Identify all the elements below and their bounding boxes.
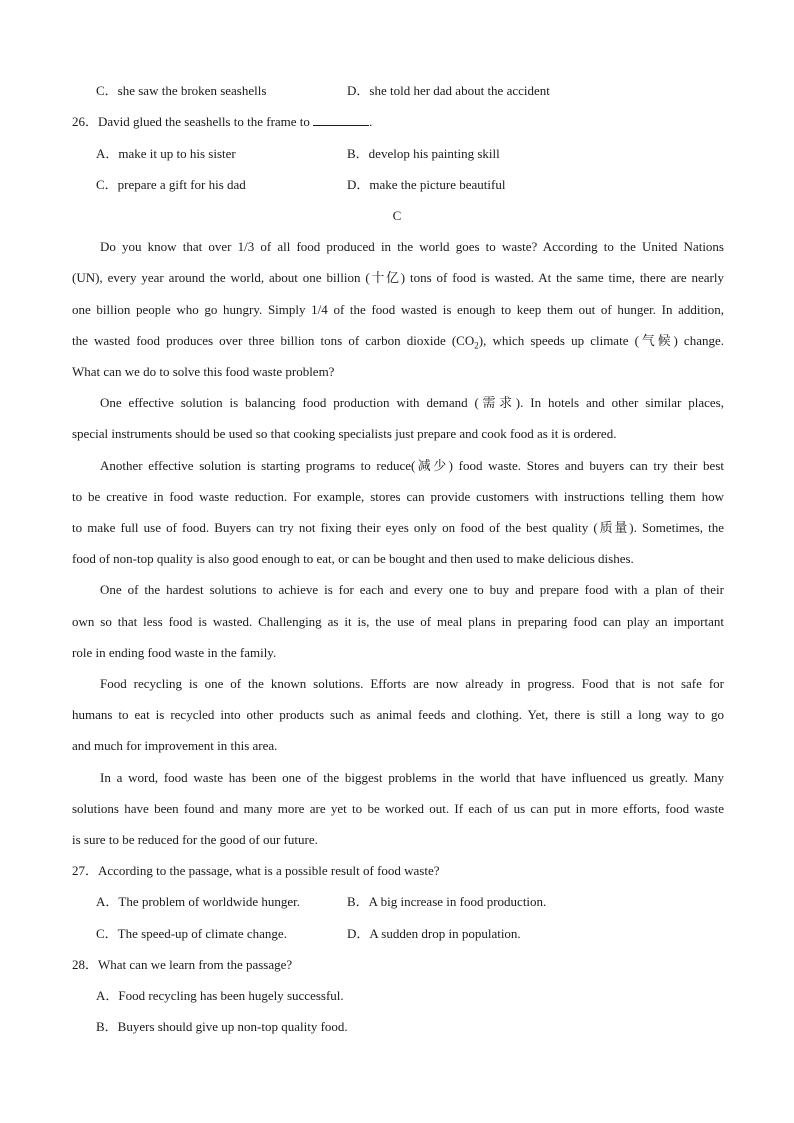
passage-p5-line2: humans to eat is recycled into other products such as animal feeds and clothing. Yet, there is still a long way to go — [72, 707, 724, 722]
passage-p6-line3: is sure to be reduced for the good of our future. — [72, 832, 318, 847]
passage-p1-line2: (UN), every year around the world, about one billion (十亿) tons of food is wasted. At the same time, there are nearly — [72, 270, 724, 285]
passage-p3-line4: food of non-top quality is also good enough to eat, or can be bought and then used to make delicious dishes. — [72, 551, 634, 566]
passage-p1-line5: What can we do to solve this food waste problem? — [72, 364, 335, 379]
q26-option-b: B．develop his painting skill — [347, 146, 500, 161]
passage-p1-line4-b: ), which speeds up climate (气候) change. — [478, 333, 724, 348]
q28-option-a: A．Food recycling has been hugely successful. — [96, 988, 344, 1003]
passage-p3-line1: Another effective solution is starting programs to reduce(减少) food waste. Stores and buyers can try their best — [100, 458, 724, 473]
q27-stem: 27．According to the passage, what is a possible result of food waste? — [72, 863, 440, 878]
passage-p2-line2: special instruments should be used so that cooking specialists just prepare and cook food as it is ordered. — [72, 426, 617, 441]
passage-p4-line2: own so that less food is wasted. Challenging as it is, the use of meal plans in preparing food can play an important — [72, 614, 724, 629]
q26-stem-text: 26．David glued the seashells to the frame to — [72, 114, 314, 129]
q26-option-c: C．prepare a gift for his dad — [96, 177, 246, 192]
passage-p2-line1: One effective solution is balancing food production with demand (需求). In hotels and other similar places, — [100, 395, 724, 410]
q26-stem — [72, 114, 724, 130]
passage-p3-line3: to make full use of food. Buyers can try not fixing their eyes only on food of the best quality (质量). Sometimes, the — [72, 520, 724, 535]
q27-option-c: C．The speed-up of climate change. — [96, 926, 287, 941]
passage-p1-line1: Do you know that over 1/3 of all food produced in the world goes to waste? According to the United Nations — [100, 239, 724, 254]
passage-p1-line4-a: the wasted food produces over three billion tons of carbon dioxide (CO — [72, 333, 475, 348]
q26-option-d: D．make the picture beautiful — [347, 177, 506, 192]
passage-p4-line3: role in ending food waste in the family. — [72, 645, 277, 660]
passage-p3-line2: to be creative in food waste reduction. For example, stores can provide customers with instructions telling them how — [72, 489, 724, 504]
q26-option-a: A．make it up to his sister — [96, 146, 236, 161]
passage-p1-line4 — [72, 333, 724, 349]
q28-stem: 28．What can we learn from the passage? — [72, 957, 293, 972]
q25-option-c: C．she saw the broken seashells — [96, 83, 267, 98]
passage-p6-line1: In a word, food waste has been one of the biggest problems in the world that have influenced us greatly. Many — [100, 770, 724, 785]
passage-p5-line3: and much for improvement in this area. — [72, 738, 278, 753]
passage-p1-line3: one billion people who go hungry. Simply 1/4 of the food wasted is enough to keep them out of hunger. In addition, — [72, 302, 724, 317]
section-label: C — [392, 208, 402, 223]
q25-option-d: D．she told her dad about the accident — [347, 83, 550, 98]
passage-p4-line1: One of the hardest solutions to achieve is for each and every one to buy and prepare food with a plan of their — [100, 582, 724, 597]
q27-option-b: B．A big increase in food production. — [347, 894, 547, 909]
co2-subscript: 2 — [474, 340, 479, 351]
passage-p5-line1: Food recycling is one of the known solutions. Efforts are now already in progress. Food that is not safe for — [100, 676, 724, 691]
q28-option-b: B．Buyers should give up non-top quality food. — [96, 1019, 348, 1034]
q27-option-a: A．The problem of worldwide hunger. — [96, 894, 300, 909]
q26-stem-end: . — [369, 114, 373, 129]
q27-option-d: D．A sudden drop in population. — [347, 926, 521, 941]
passage-p6-line2: solutions have been found and many more are yet to be worked out. If each of us can put in more efforts, food waste — [72, 801, 724, 816]
q26-answer-blank — [313, 114, 369, 126]
